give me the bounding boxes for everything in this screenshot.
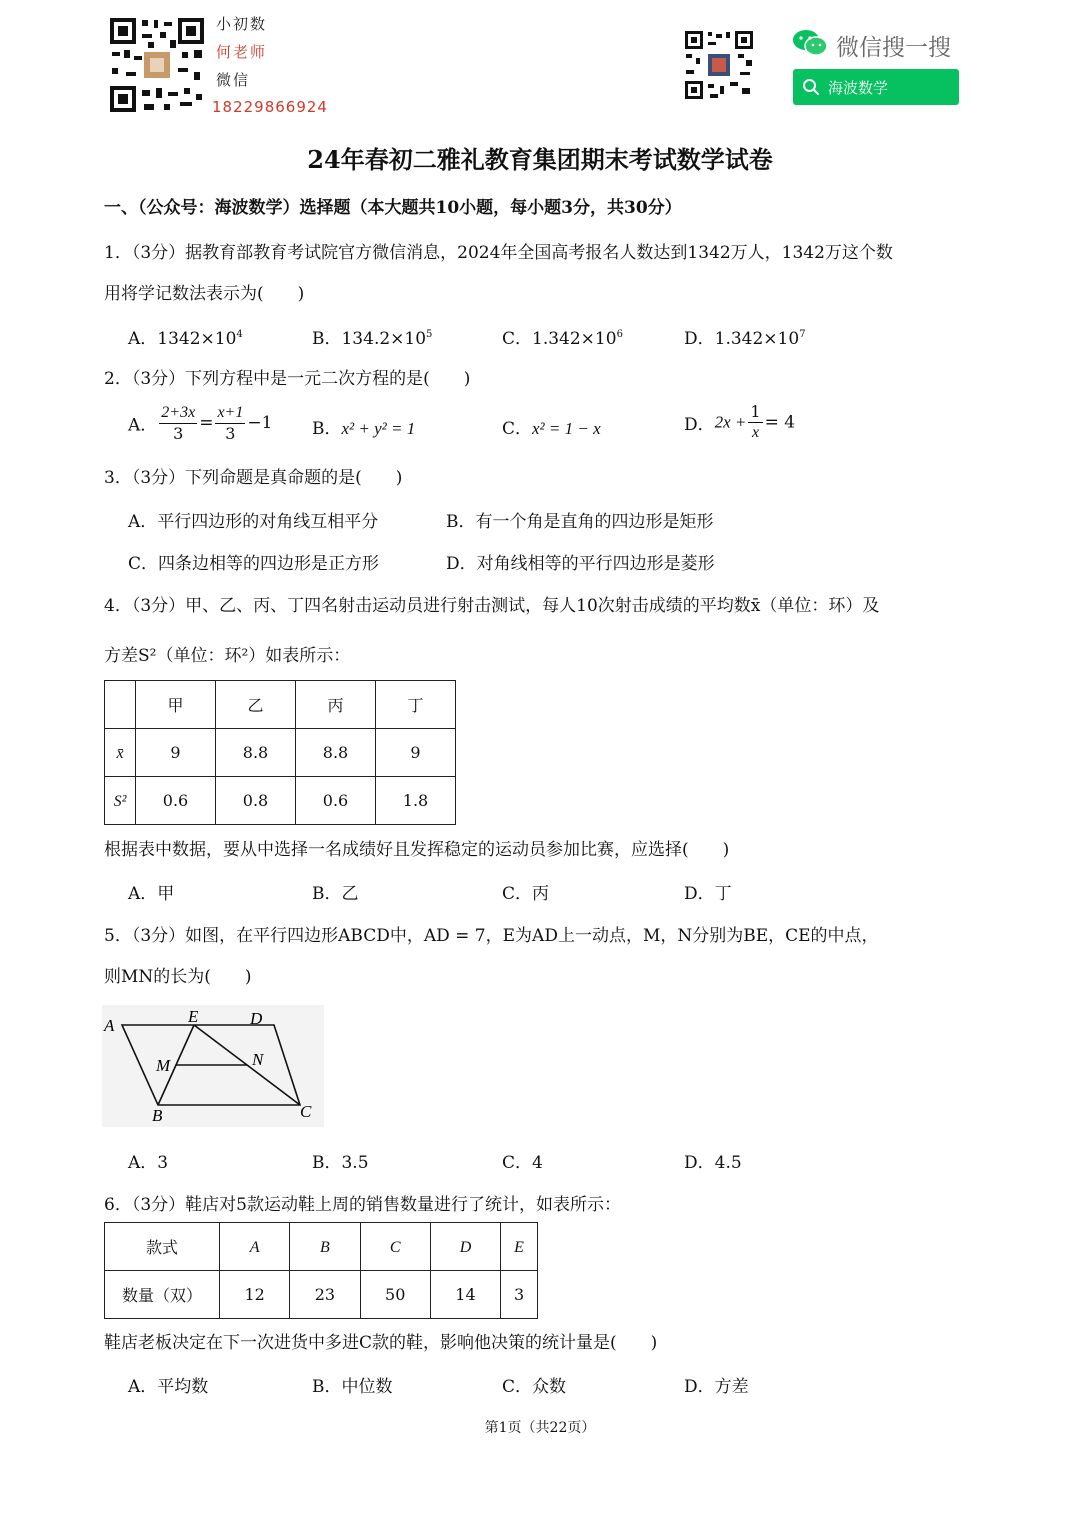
table-cell: 9 xyxy=(136,729,216,777)
q5-stem-line2: 则MN的长为( ) xyxy=(104,967,252,987)
table-cell: E xyxy=(501,1223,538,1271)
table-row xyxy=(105,681,456,729)
q2-option-d: D．2x + $\frac{1}{x}$ = 4 xyxy=(684,402,796,441)
q6-after-table: 鞋店老板决定在下一次进货中多进C款的鞋，影响他决策的统计量是( ) xyxy=(104,1333,658,1353)
table-cell: 3 xyxy=(501,1271,538,1319)
page-footer: 第1页（共22页） xyxy=(484,1420,596,1436)
q4-stem-line2: 方差S²（单位：环²）如表所示： xyxy=(104,646,351,666)
label-m: M xyxy=(156,1056,171,1075)
table-cell: C xyxy=(360,1223,430,1271)
table-cell: 50 xyxy=(360,1271,430,1319)
q3-option-c: C．四条边相等的四边形是正方形 xyxy=(128,554,380,574)
q4-option-c: C．丙 xyxy=(502,884,550,904)
q4-table xyxy=(104,680,456,825)
table-cell: 丁 xyxy=(376,681,456,729)
table-cell: B xyxy=(290,1223,360,1271)
label-b: B xyxy=(152,1106,163,1125)
q6-option-d: D．方差 xyxy=(684,1377,749,1397)
table-cell: D xyxy=(430,1223,500,1271)
table-cell: 12 xyxy=(220,1271,290,1319)
q4-option-a: A．甲 xyxy=(128,884,175,904)
q4-option-d: D．丁 xyxy=(684,884,732,904)
q1-stem-line1: 1．（3分）据教育部教育考试院官方微信消息，2024年全国高考报名人数达到1342万人，1342万这个数 xyxy=(104,243,893,263)
table-row xyxy=(105,729,456,777)
q6-table xyxy=(104,1222,538,1319)
table-row xyxy=(105,1271,538,1319)
page-title: 24年春初二雅礼教育集团期末考试数学试卷 xyxy=(307,145,773,174)
q2-stem: 2．（3分）下列方程中是一元二次方程的是( ) xyxy=(104,369,471,389)
q2-option-b: B．x² + y² = 1 xyxy=(312,419,416,439)
table-cell: S² xyxy=(105,777,136,825)
qr-code-right xyxy=(684,30,754,100)
wechat-search-button[interactable] xyxy=(793,69,959,105)
q6-stem: 6．（3分）鞋店对5款运动鞋上周的销售数量进行了统计，如表所示： xyxy=(104,1195,621,1215)
table-cell: 款式 xyxy=(105,1223,220,1271)
q4-after-table: 根据表中数据，要从中选择一名成绩好且发挥稳定的运动员参加比赛，应选择( ) xyxy=(104,840,730,860)
q4-stem-line1: 4．（3分）甲、乙、丙、丁四名射击运动员进行射击测试，每人10次射击成绩的平均数x̄（单位：环）及 xyxy=(104,596,880,616)
q1-option-b: B．$134.2\times 10^5$ xyxy=(312,329,433,349)
q5-stem-line1: 5．（3分）如图，在平行四边形ABCD中，AD = 7，E为AD上一动点，M，N分别为BE，CE的中点， xyxy=(104,926,879,946)
q5-option-d: D．4.5 xyxy=(684,1153,742,1173)
section-heading-1: 一、（公众号：海波数学）选择题（本大题共10小题，每小题3分，共30分） xyxy=(104,198,682,218)
search-icon xyxy=(802,78,820,96)
label-e: E xyxy=(188,1007,199,1026)
wechat-search-button-label: 海波数学 xyxy=(828,79,889,97)
q5-option-b: B．3.5 xyxy=(312,1153,369,1173)
table-cell xyxy=(105,681,136,729)
label-c: C xyxy=(300,1102,312,1121)
wechat-search-label: 微信搜一搜 xyxy=(836,35,951,61)
qr-caption-line-3: 微信 xyxy=(216,71,251,89)
q3-stem: 3．（3分）下列命题是真命题的是( ) xyxy=(104,468,403,488)
qr-caption-line-1: 小初数 xyxy=(216,15,268,33)
label-n: N xyxy=(252,1050,264,1069)
qr-caption-phone: 18229866924 xyxy=(212,98,328,116)
q1-option-c: C．$1.342\times 10^6$ xyxy=(502,329,623,349)
table-cell: 0.6 xyxy=(296,777,376,825)
qr-caption-line-2: 何老师 xyxy=(216,43,268,61)
q2-option-c: C．x² = 1 − x xyxy=(502,419,601,439)
wechat-icon xyxy=(792,28,828,58)
table-cell: 0.8 xyxy=(216,777,296,825)
table-cell: 8.8 xyxy=(296,729,376,777)
q4-option-b: B．乙 xyxy=(312,884,359,904)
q6-option-a: A．平均数 xyxy=(128,1377,209,1397)
label-d: D xyxy=(250,1009,263,1028)
table-cell: 9 xyxy=(376,729,456,777)
q3-option-a: A．平行四边形的对角线互相平分 xyxy=(128,512,379,532)
table-cell: 数量（双） xyxy=(105,1271,220,1319)
q6-option-c: C．众数 xyxy=(502,1377,567,1397)
q1-stem-line2: 用将学记数法表示为( ) xyxy=(104,284,305,304)
q5-option-c: C．4 xyxy=(502,1153,543,1173)
q2-option-a: A． $\frac{2+3x}{3}$ = $\frac{x+1}{3}$ −1 xyxy=(128,404,273,443)
q3-option-b: B．有一个角是直角的四边形是矩形 xyxy=(446,512,714,532)
table-cell: 丙 xyxy=(296,681,376,729)
q3-option-d: D．对角线相等的平行四边形是菱形 xyxy=(446,554,715,574)
table-cell: 甲 xyxy=(136,681,216,729)
table-cell: 14 xyxy=(430,1271,500,1319)
q1-option-d: D．$1.342\times 10^7$ xyxy=(684,329,806,349)
q1-option-a: A．$1342\times 10^4$ xyxy=(128,329,243,349)
table-cell: A xyxy=(220,1223,290,1271)
table-cell: x̄ xyxy=(105,729,136,777)
table-cell: 8.8 xyxy=(216,729,296,777)
q5-option-a: A．3 xyxy=(128,1153,169,1173)
table-cell: 23 xyxy=(290,1271,360,1319)
q5-parallelogram-figure xyxy=(102,1005,324,1127)
q6-option-b: B．中位数 xyxy=(312,1377,393,1397)
label-a: A xyxy=(104,1016,115,1035)
table-cell: 0.6 xyxy=(136,777,216,825)
table-cell: 1.8 xyxy=(376,777,456,825)
table-row xyxy=(105,1223,538,1271)
qr-code-left xyxy=(108,16,206,114)
table-row xyxy=(105,777,456,825)
table-cell: 乙 xyxy=(216,681,296,729)
